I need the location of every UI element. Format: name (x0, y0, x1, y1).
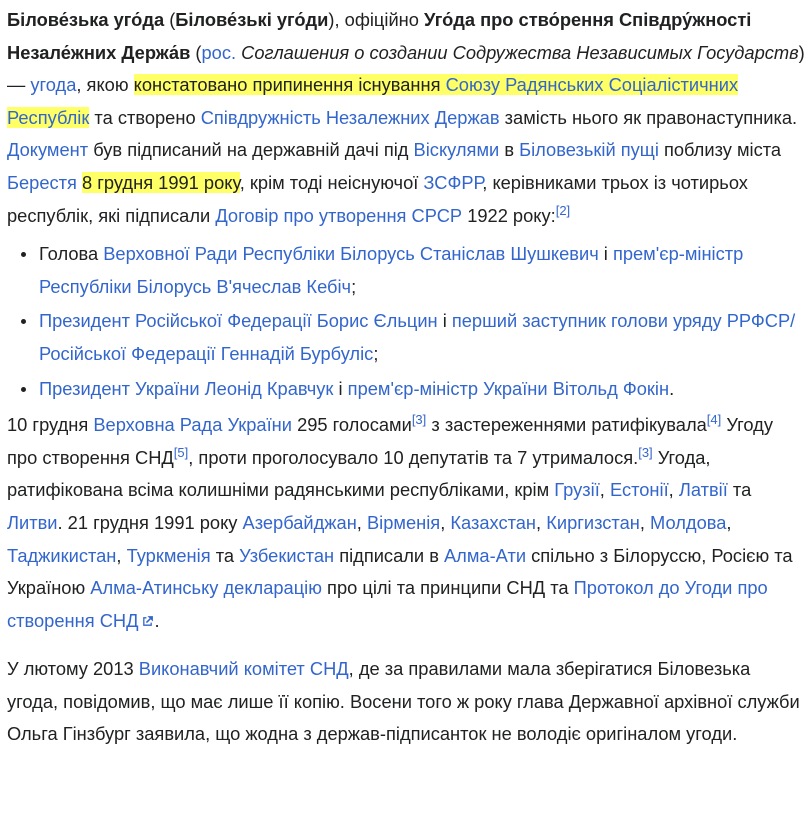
link-latvia[interactable]: Латвії (678, 479, 728, 501)
text: У лютому 2013 (7, 658, 139, 680)
link-uzbekistan[interactable]: Узбекистан (239, 544, 335, 566)
text: . (154, 609, 160, 631)
reference-3b[interactable] (638, 445, 652, 460)
text: 10 грудня (7, 414, 94, 436)
text: в (499, 139, 520, 161)
reference-link[interactable]: [3] (411, 412, 427, 428)
archive-paragraph (7, 653, 806, 751)
link-brest[interactable]: Берестя (7, 171, 77, 193)
text: поблизу міста (658, 139, 782, 161)
text: , (668, 479, 679, 501)
link-armenia[interactable]: Вірменія (366, 511, 441, 533)
link-cis-executive-committee[interactable]: Виконавчий комітет СНД (138, 658, 349, 680)
text: , (116, 544, 127, 566)
link-document[interactable]: Документ (7, 139, 89, 161)
text: про цілі та принципи СНД та (321, 577, 574, 599)
link-turkmenistan[interactable]: Туркменія (126, 544, 211, 566)
text: і (333, 377, 348, 399)
text: , (536, 511, 547, 533)
text: спільно з Білоруссю, Росією та Україною (7, 544, 793, 599)
reference-4[interactable] (707, 412, 721, 427)
link-moldova[interactable]: Молдова (650, 511, 727, 533)
link-tajikistan[interactable]: Таджикистан (7, 544, 117, 566)
alt-title-term: Білове́зькі уго́ди (175, 9, 329, 30)
reference-link[interactable]: [4] (706, 412, 722, 428)
text: 1922 року: (462, 204, 556, 226)
text: , де за правилами мала зберігатися Біловезька угода, повідомив, що має лише її копію. Восени того ж року глава Державної архівної служби Ольга Гінзбург заявила, що жодна з держав-підписанток не володіє оригіналом угоди. (7, 658, 800, 745)
link-agreement[interactable]: угода (30, 74, 77, 96)
text: з застереженнями ратифікувала (426, 414, 707, 436)
text: , (440, 511, 451, 533)
intro-paragraph (7, 4, 806, 232)
link-kravchuk[interactable]: Леонід Кравчук (204, 377, 334, 399)
text: ( (190, 41, 202, 63)
link-fokin[interactable]: Вітольд Фокін (552, 377, 670, 399)
external-link-icon (141, 615, 154, 628)
link-estonia[interactable]: Естонії (609, 479, 669, 501)
link-russia-president[interactable]: Президент Російської Федерації (39, 310, 312, 332)
title-term: Білове́зька уго́да (7, 9, 165, 30)
text: , (726, 511, 732, 533)
text: і (598, 243, 613, 265)
link-viskuli[interactable]: Віскулями (413, 139, 500, 161)
reference-link[interactable]: [3] (638, 444, 653, 460)
reference-2[interactable] (556, 202, 570, 217)
text: ; (373, 342, 379, 364)
text: та створено (89, 106, 201, 128)
text: ( (164, 9, 176, 30)
link-tsfsr[interactable]: ЗСФРР (423, 171, 483, 193)
list-item (39, 238, 806, 303)
text: 295 голосами (291, 414, 412, 436)
reference-link[interactable]: [2] (555, 202, 571, 218)
link-text: Протокол до Угоди про створення СНД (7, 577, 768, 631)
link-verkhovna-rada[interactable]: Верховна Рада України (93, 414, 292, 436)
text: підписали в (334, 544, 444, 566)
link-ukraine-pm[interactable]: прем'єр-міністр України (347, 377, 548, 399)
link-lithuania[interactable]: Литви (7, 511, 58, 533)
reference-5[interactable] (174, 445, 188, 460)
text: замість нього як правонаступника. (499, 106, 798, 128)
link-georgia[interactable]: Грузії (554, 479, 600, 501)
list-item (39, 305, 806, 370)
text: був підписаний на державній дачі під (88, 139, 414, 161)
link-ussr[interactable]: Союзу Радянських Соціалістичних Республік (7, 74, 739, 128)
text: ; (351, 275, 357, 297)
link-alma-ata-declaration[interactable]: Алма-Атинську декларацію (90, 577, 322, 599)
ratification-paragraph (7, 409, 806, 637)
link-ussr-treaty[interactable]: Договір про утворення СРСР (215, 204, 463, 226)
link-kyrgyzstan[interactable]: Киргизстан (546, 511, 640, 533)
link-ukraine-president[interactable]: Президент України (39, 377, 200, 399)
link-azerbaijan[interactable]: Азербайджан (242, 511, 357, 533)
text: , проти проголосувало 10 депутатів та 7 утрималося. (188, 446, 639, 468)
official-title-term: Уго́да про ство́рення Співдру́жності Незале́жних Держа́в (7, 9, 752, 63)
text: , керівниками трьох із чотирьох республік, які підписали (7, 171, 748, 226)
text: ), офіційно (328, 9, 425, 30)
highlighted-text: констатовано припинення існування (133, 74, 446, 96)
text: ) — (7, 41, 805, 96)
text: Угоду про створення СНД (7, 414, 773, 468)
link-russian-language[interactable]: рос. (201, 41, 237, 63)
list-item (39, 373, 806, 406)
reference-3[interactable] (412, 412, 426, 427)
text: , якою (76, 74, 134, 96)
text: , (356, 511, 367, 533)
link-almaty[interactable]: Алма-Ати (443, 544, 527, 566)
text: . (669, 377, 675, 399)
link-kebich[interactable]: В'ячеслав Кебіч (216, 275, 352, 297)
russian-title: Соглашения о создании Содружества Независимых Государств (241, 41, 799, 63)
text: Угода, ратифікована всіма колишніми радянськими республіками, крім (7, 446, 711, 501)
link-belarus-pm[interactable]: прем'єр-міністр Республіки Білорусь (39, 243, 744, 297)
highlight-date: 8 грудня 1991 року (82, 171, 240, 193)
link-burbulis[interactable]: Геннадій Бурбуліс (220, 342, 374, 364)
link-cis[interactable]: Співдружність Незалежних Держав (200, 106, 500, 128)
text: та (727, 479, 752, 501)
text: , (639, 511, 651, 533)
text: та (210, 544, 240, 566)
text: . 21 грудня 1991 року (57, 511, 243, 533)
text: , крім тоді неіснуючої (239, 171, 424, 193)
text: Голова (39, 243, 104, 265)
link-kazakhstan[interactable]: Казахстан (450, 511, 537, 533)
reference-link[interactable]: [5] (173, 444, 189, 460)
signatories-list (7, 238, 806, 405)
link-belarus-supreme-council[interactable]: Верховної Ради Республіки Білорусь (103, 243, 415, 265)
link-yeltsin[interactable]: Борис Єльцин (316, 310, 438, 332)
link-shushkevich[interactable]: Станіслав Шушкевич (419, 243, 599, 265)
link-bialowieza-forest[interactable]: Біловезькій пущі (519, 139, 659, 161)
text: і (437, 310, 452, 332)
text: , (599, 479, 610, 501)
link-rsfsr-deputy-pm[interactable]: перший заступник голови уряду РРФСР/Російської Федерації (39, 310, 796, 364)
